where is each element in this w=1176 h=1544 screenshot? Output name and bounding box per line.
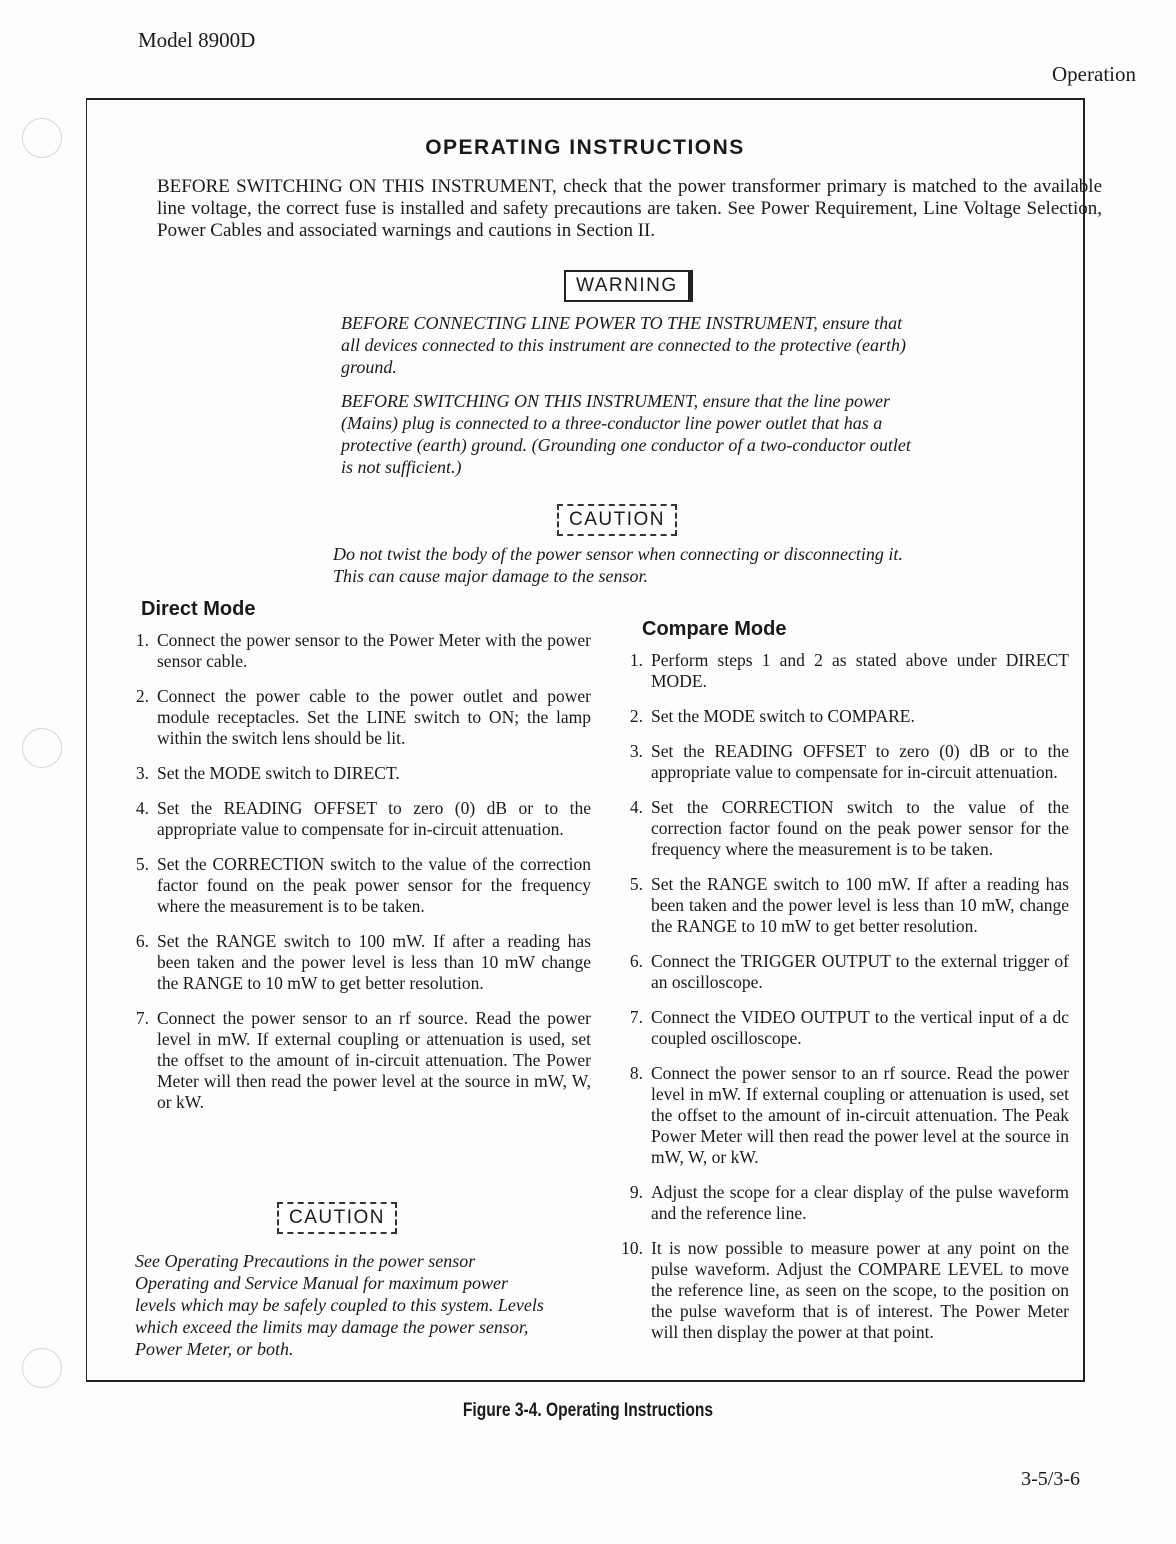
- figure-caption: Figure 3-4. Operating Instructions: [462, 1400, 714, 1421]
- step-text: Set the MODE switch to DIRECT.: [157, 763, 400, 783]
- step-text: Set the CORRECTION switch to the value of the correction factor found on the peak power sensor for the frequency where the measurement is to be taken.: [157, 854, 591, 916]
- step-number: 8.: [629, 1063, 643, 1083]
- list-item: [617, 797, 1069, 860]
- step-text: Connect the TRIGGER OUTPUT to the external trigger of an oscilloscope.: [651, 951, 1069, 992]
- caution-label: CAUTION: [557, 504, 677, 536]
- direct-mode-steps: [123, 630, 591, 1127]
- intro-paragraph: BEFORE SWITCHING ON THIS INSTRUMENT, check that the power transformer primary is matched to the available line voltage, the correct fuse is installed and safety precautions are taken. See Power Requirement, Line Voltage Selection, Power Cables and associated warnings and cautions in Section II.: [157, 176, 1102, 241]
- list-item: [617, 1238, 1069, 1343]
- step-number: 7.: [629, 1007, 643, 1027]
- list-item: [123, 763, 591, 784]
- step-text: Adjust the scope for a clear display of the pulse waveform and the reference line.: [651, 1182, 1069, 1223]
- step-text: Set the MODE switch to COMPARE.: [651, 706, 915, 726]
- warning-text-2: BEFORE SWITCHING ON THIS INSTRUMENT, ensure that the line power (Mains) plug is connected to a three-conductor line power outlet that has a protective (earth) ground. (Grounding one conductor of a two-conductor outlet is not sufficient.): [341, 391, 911, 477]
- header-section: Operation: [1052, 62, 1136, 86]
- step-number: 4.: [135, 798, 149, 818]
- list-item: [123, 686, 591, 749]
- step-number: 4.: [629, 797, 643, 817]
- step-text: Connect the power sensor to the Power Meter with the power sensor cable.: [157, 630, 591, 671]
- list-item: [617, 874, 1069, 937]
- step-number: 3.: [629, 741, 643, 761]
- step-number: 1.: [135, 630, 149, 650]
- direct-mode-heading: Direct Mode: [141, 598, 256, 620]
- step-number: 10.: [621, 1238, 643, 1258]
- warning-text-1: BEFORE CONNECTING LINE POWER TO THE INSTRUMENT, ensure that all devices connected to this instrument are connected to the protective (earth) ground.: [341, 313, 906, 377]
- step-number: 5.: [629, 874, 643, 894]
- list-item: [617, 1063, 1069, 1168]
- step-text: Connect the VIDEO OUTPUT to the vertical input of a dc coupled oscilloscope.: [651, 1007, 1069, 1048]
- page-number: 3-5/3-6: [1021, 1468, 1080, 1490]
- compare-mode-steps: [617, 650, 1069, 1357]
- caution-text: Do not twist the body of the power sensor when connecting or disconnecting it. This can cause major damage to the sensor.: [333, 544, 903, 586]
- step-number: 1.: [629, 650, 643, 670]
- step-text: Set the READING OFFSET to zero (0) dB or to the appropriate value to compensate for in-circuit attenuation.: [157, 798, 591, 839]
- step-text: Connect the power sensor to an rf source. Read the power level in mW. If external coupling or attenuation is used, set the offset to the amount of in-circuit attenuation. The Power Meter will then read the power level at the source in mW, W, or kW.: [157, 1008, 591, 1112]
- list-item: [123, 931, 591, 994]
- step-text: Set the RANGE switch to 100 mW. If after a reading has been taken and the power level is less than 10 mW change the RANGE to 10 mW to get better resolution.: [157, 931, 591, 993]
- list-item: [123, 854, 591, 917]
- instructions-frame: [86, 98, 1102, 1382]
- step-text: Connect the power cable to the power outlet and power module receptacles. Set the LINE switch to ON; the lamp within the switch lens should be lit.: [157, 686, 591, 748]
- step-number: 9.: [629, 1182, 643, 1202]
- step-number: 2.: [135, 686, 149, 706]
- list-item: [617, 1182, 1069, 1224]
- step-number: 5.: [135, 854, 149, 874]
- list-item: [617, 1007, 1069, 1049]
- step-text: Set the CORRECTION switch to the value of the correction factor found on the peak power sensor for the frequency where the measurement is to be taken.: [651, 797, 1069, 859]
- binder-hole: [22, 728, 62, 768]
- list-item: [617, 650, 1069, 692]
- list-item: [617, 741, 1069, 783]
- step-text: Perform steps 1 and 2 as stated above under DIRECT MODE.: [651, 650, 1069, 691]
- step-text: Set the RANGE switch to 100 mW. If after a reading has been taken and the power level is less than 10 mW, change the RANGE to 10 mW to get better resolution.: [651, 874, 1069, 936]
- warning-label: WARNING: [564, 270, 693, 302]
- step-text: Connect the power sensor to an rf source. Read the power level in mW. If external coupling or attenuation is used, set the offset to the amount of in-circuit attenuation. The Peak Power Meter will then read the power level at the source in mW, W, or kW.: [651, 1063, 1069, 1167]
- header-model: Model 8900D: [138, 28, 256, 52]
- step-number: 7.: [135, 1008, 149, 1028]
- step-number: 6.: [629, 951, 643, 971]
- step-number: 3.: [135, 763, 149, 783]
- binder-hole: [22, 1348, 62, 1388]
- list-item: [123, 798, 591, 840]
- page-title: OPERATING INSTRUCTIONS: [425, 136, 745, 159]
- step-text: It is now possible to measure power at any point on the pulse waveform. Adjust the COMPARE LEVEL to move the reference line, as seen on the scope, to the position on the pulse waveform that is of interest. The Power Meter will then display the power at that point.: [651, 1238, 1069, 1342]
- step-number: 2.: [629, 706, 643, 726]
- list-item: [617, 706, 1069, 727]
- list-item: [123, 1008, 591, 1113]
- step-text: Set the READING OFFSET to zero (0) dB or to the appropriate value to compensate for in-circuit attenuation.: [651, 741, 1069, 782]
- list-item: [617, 951, 1069, 993]
- caution-text-2: See Operating Precautions in the power sensor Operating and Service Manual for maximum power levels which may be safely coupled to this system. Levels which exceed the limits may damage the power sensor, Power Meter, or both.: [135, 1251, 544, 1359]
- binder-hole: [22, 118, 62, 158]
- list-item: [123, 630, 591, 672]
- compare-mode-heading: Compare Mode: [642, 618, 787, 640]
- caution-label-2: CAUTION: [277, 1202, 397, 1234]
- step-number: 6.: [135, 931, 149, 951]
